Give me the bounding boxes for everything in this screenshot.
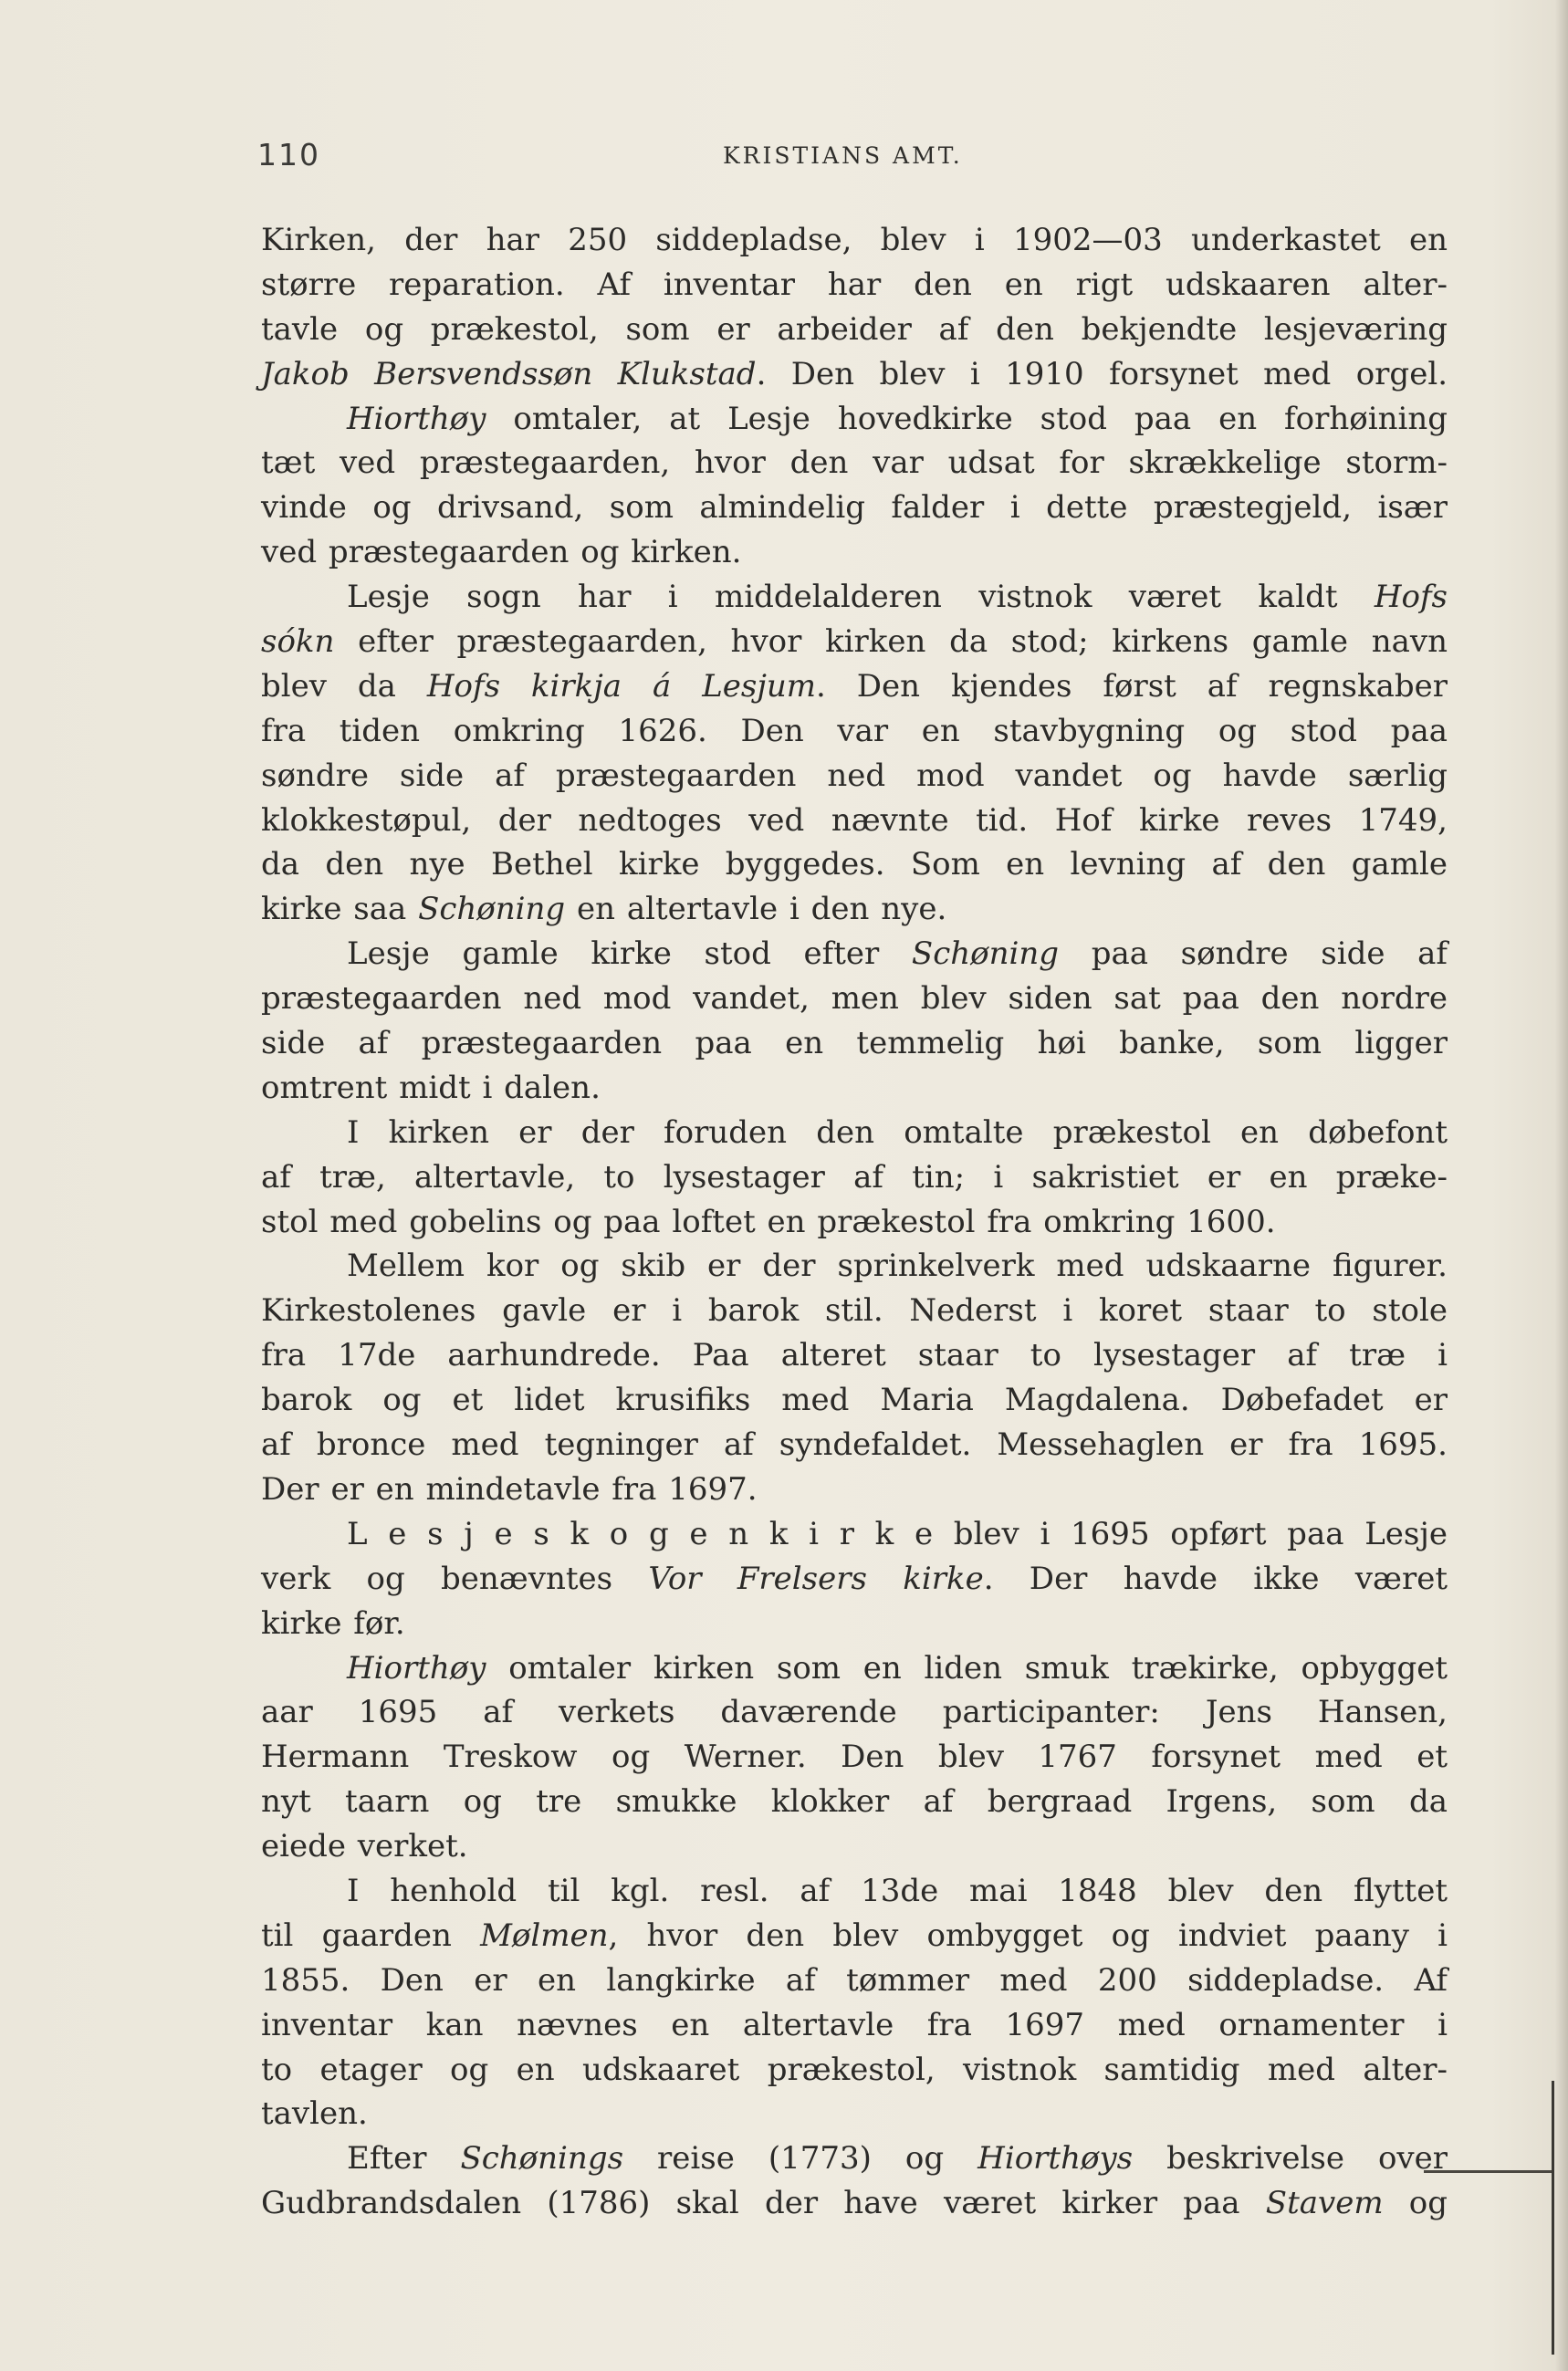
text-line: af bronce med tegninger af syndefaldet. Messehaglen er fra 1695. bbox=[261, 1426, 1448, 1464]
text-line: da den nye Bethel kirke byggedes. Som en levning af den gamle bbox=[261, 846, 1448, 883]
text-line: Efter Schønings reise (1773) og Hiorthøys beskrivelse over bbox=[347, 2140, 1448, 2178]
running-head: KRISTIANS AMT. bbox=[723, 142, 963, 169]
text-line: Kirken, der har 250 siddepladse, blev i 1902—03 underkastet en bbox=[261, 222, 1448, 258]
text-line: Der er en mindetavle fra 1697. bbox=[261, 1470, 758, 1508]
text-line: Kirkestolenes gavle er i barok stil. Nederst i koret staar to stole bbox=[261, 1292, 1448, 1330]
page-edge-shadow bbox=[1555, 0, 1568, 2371]
text-line: verk og benævntes Vor Frelsers kirke. Der havde ikke været bbox=[261, 1560, 1448, 1597]
text-line: ved præstegaarden og kirken. bbox=[261, 534, 742, 571]
text-line: af træ, altertavle, to lysestager af tin; i sakristiet er en præke- bbox=[261, 1158, 1448, 1196]
text-line: Hermann Treskow og Werner. Den blev 1767 forsynet med et bbox=[261, 1739, 1448, 1776]
text-line: kirke før. bbox=[261, 1604, 405, 1642]
text-line: tæt ved præstegaarden, hvor den var udsat for skrækkelige storm- bbox=[261, 444, 1448, 482]
text-line: omtrent midt i dalen. bbox=[261, 1069, 601, 1106]
text-line: Lesje gamle kirke stod efter Schøning paa søndre side af bbox=[347, 935, 1448, 973]
page-header bbox=[257, 137, 1444, 173]
text-line: inventar kan nævnes en altertavle fra 1697 med ornamenter i bbox=[261, 2006, 1448, 2043]
page-edge-line bbox=[1552, 2081, 1554, 2355]
text-line: stol med gobelins og paa loftet en prækestol fra omkring 1600. bbox=[261, 1203, 1276, 1240]
text-line: Mellem kor og skib er der sprinkelverk med udskaarne figurer. bbox=[347, 1248, 1448, 1285]
text-line: kirke saa Schøning en altertavle i den nye. bbox=[261, 891, 947, 928]
text-line: større reparation. Af inventar har den en rigt udskaaren alter- bbox=[261, 266, 1448, 303]
text-line: præstegaarden ned mod vandet, men blev siden sat paa den nordre bbox=[261, 980, 1448, 1018]
text-line: tavle og prækestol, som er arbeider af den bekjendte lesjeværing bbox=[261, 310, 1448, 348]
text-line: L e s j e s k o g e n k i r k e blev i 1695 opført paa Lesje bbox=[347, 1515, 1448, 1552]
text-line: barok og et lidet krusifiks med Maria Magdalena. Døbefadet er bbox=[261, 1382, 1448, 1419]
text-line: vinde og drivsand, som almindelig falder i dette præstegjeld, især bbox=[261, 489, 1448, 527]
text-line: sókn efter præstegaarden, hvor kirken da stod; kirkens gamle navn bbox=[261, 623, 1448, 661]
text-line: fra 17de aarhundrede. Paa alteret staar to lysestager af træ i bbox=[261, 1337, 1448, 1374]
text-line: 1855. Den er en langkirke af tømmer med 200 siddepladse. Af bbox=[261, 1961, 1448, 1999]
text-line: eiede verket. bbox=[261, 1828, 468, 1865]
text-line: tavlen. bbox=[261, 2095, 368, 2133]
text-line: klokkestøpul, der nedtoges ved nævnte tid. Hof kirke reves 1749, bbox=[261, 801, 1448, 839]
text-line: fra tiden omkring 1626. Den var en stavbygning og stod paa bbox=[261, 712, 1448, 749]
text-line: Hiorthøy omtaler kirken som en liden smuk trækirke, opbygget bbox=[347, 1649, 1448, 1687]
text-line: Hiorthøy omtaler, at Lesje hovedkirke stod paa en forhøining bbox=[347, 400, 1448, 437]
text-line: til gaarden Mølmen, hvor den blev ombygget og indviet paany i bbox=[261, 1917, 1448, 1954]
text-line: nyt taarn og tre smukke klokker af bergraad Irgens, som da bbox=[261, 1783, 1448, 1821]
text-line: I henhold til kgl. resl. af 13de mai 1848 blev den flyttet bbox=[347, 1872, 1448, 1909]
text-line: Gudbrandsdalen (1786) skal der have været kirker paa Stavem og bbox=[261, 2185, 1448, 2222]
text-line: aar 1695 af verkets daværende participanter: Jens Hansen, bbox=[261, 1694, 1448, 1731]
page-number: 110 bbox=[257, 137, 320, 172]
text-line: Lesje sogn har i middelalderen vistnok været kaldt Hofs bbox=[347, 579, 1448, 616]
text-line: to etager og en udskaaret prækestol, vistnok samtidig med alter- bbox=[261, 2051, 1448, 2088]
text-line: I kirken er der foruden den omtalte prækestol en døbefont bbox=[347, 1113, 1448, 1151]
text-line: blev da Hofs kirkja á Lesjum. Den kjendes først af regnskaber bbox=[261, 667, 1448, 705]
text-line: Jakob Bersvendssøn Klukstad. Den blev i 1910 forsynet med orgel. bbox=[261, 355, 1448, 392]
body-text bbox=[261, 218, 1448, 2226]
text-line: søndre side af præstegaarden ned mod vandet og havde særlig bbox=[261, 757, 1448, 794]
text-line: side af præstegaarden paa en temmelig høi banke, som ligger bbox=[261, 1025, 1448, 1062]
